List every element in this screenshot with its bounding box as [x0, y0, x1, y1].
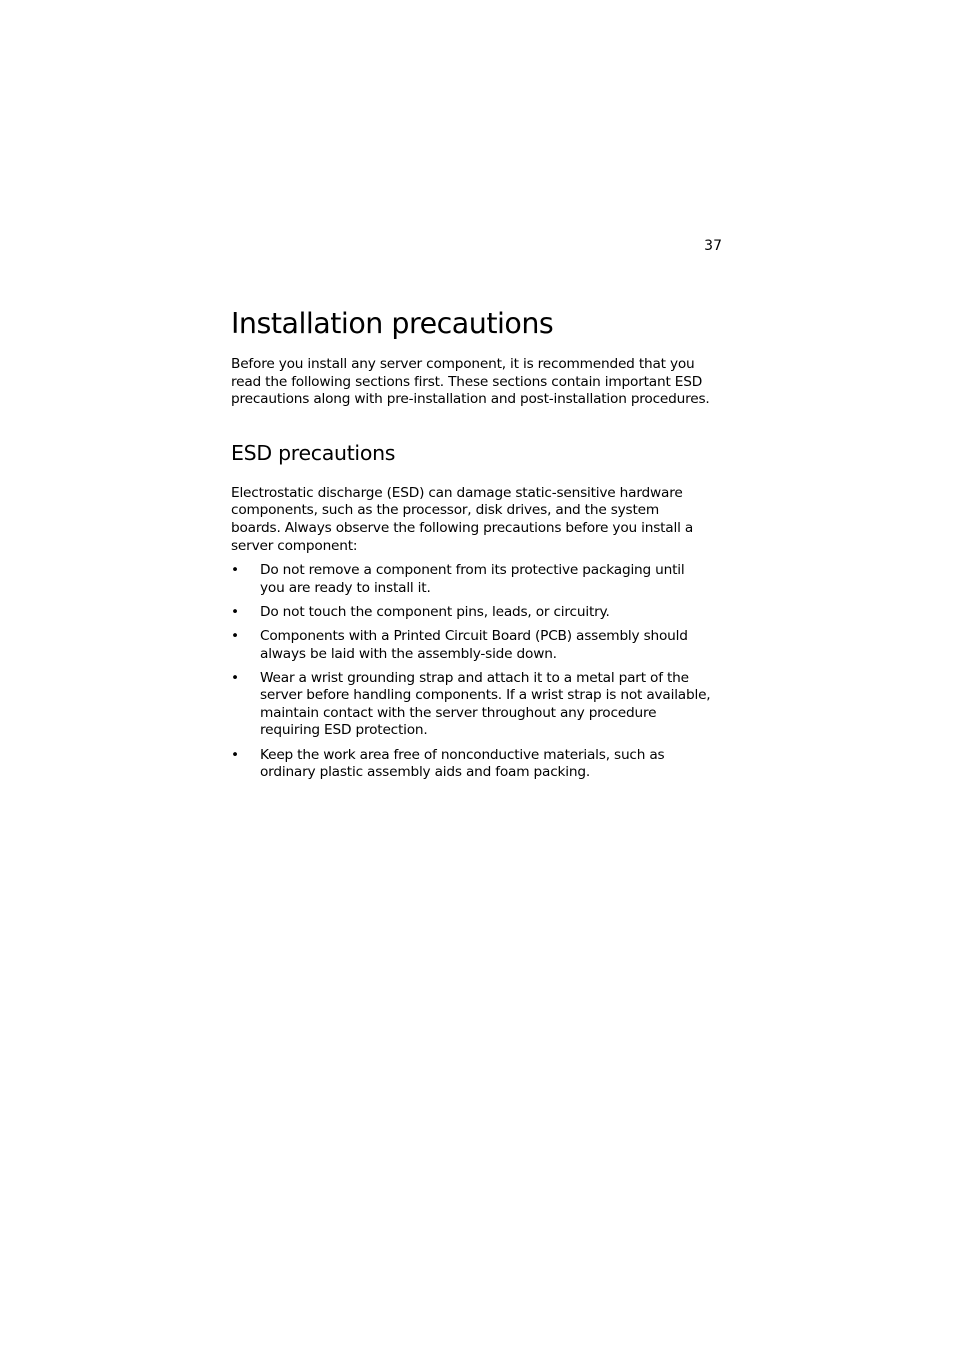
- list-item-text: Do not touch the component pins, leads, or circuitry.: [260, 603, 610, 620]
- esd-precautions-list: [231, 562, 711, 782]
- list-item-text: Do not remove a component from its protective packaging until you are ready to install it.: [260, 562, 685, 596]
- list-item-text: Wear a wrist grounding strap and attach it to a metal part of the server before handling components. If a wrist strap is not available, maintain contact with the server throughout any procedure requiring ESD protection.: [260, 669, 711, 739]
- list-item: [231, 562, 711, 597]
- page-number: 37: [704, 238, 722, 254]
- list-item-text: Components with a Printed Circuit Board (PCB) assembly should always be laid with the assembly-side down.: [260, 627, 688, 662]
- list-item: [231, 747, 711, 782]
- bullet-icon: •: [231, 603, 239, 620]
- section-title: Installation precautions: [231, 307, 554, 340]
- section-intro: Before you install any server component, it is recommended that you read the following sections first. These sections contain important ESD precautions along with pre-installation and post-installation procedures.: [231, 356, 710, 408]
- list-item: [231, 604, 711, 622]
- esd-heading: ESD precautions: [231, 440, 396, 465]
- bullet-icon: •: [231, 562, 239, 579]
- bullet-icon: •: [231, 669, 239, 686]
- page-content: [231, 304, 711, 788]
- bullet-icon: •: [231, 746, 239, 763]
- bullet-icon: •: [231, 627, 239, 644]
- esd-intro: Electrostatic discharge (ESD) can damage static-sensitive hardware components, such as the processor, disk drives, and the system boards. Always observe the following precautions before you install a server component:: [231, 484, 694, 554]
- list-item: [231, 670, 711, 740]
- list-item: [231, 628, 711, 663]
- list-item-text: Keep the work area free of nonconductive materials, such as ordinary plastic assembly aids and foam packing.: [260, 746, 665, 781]
